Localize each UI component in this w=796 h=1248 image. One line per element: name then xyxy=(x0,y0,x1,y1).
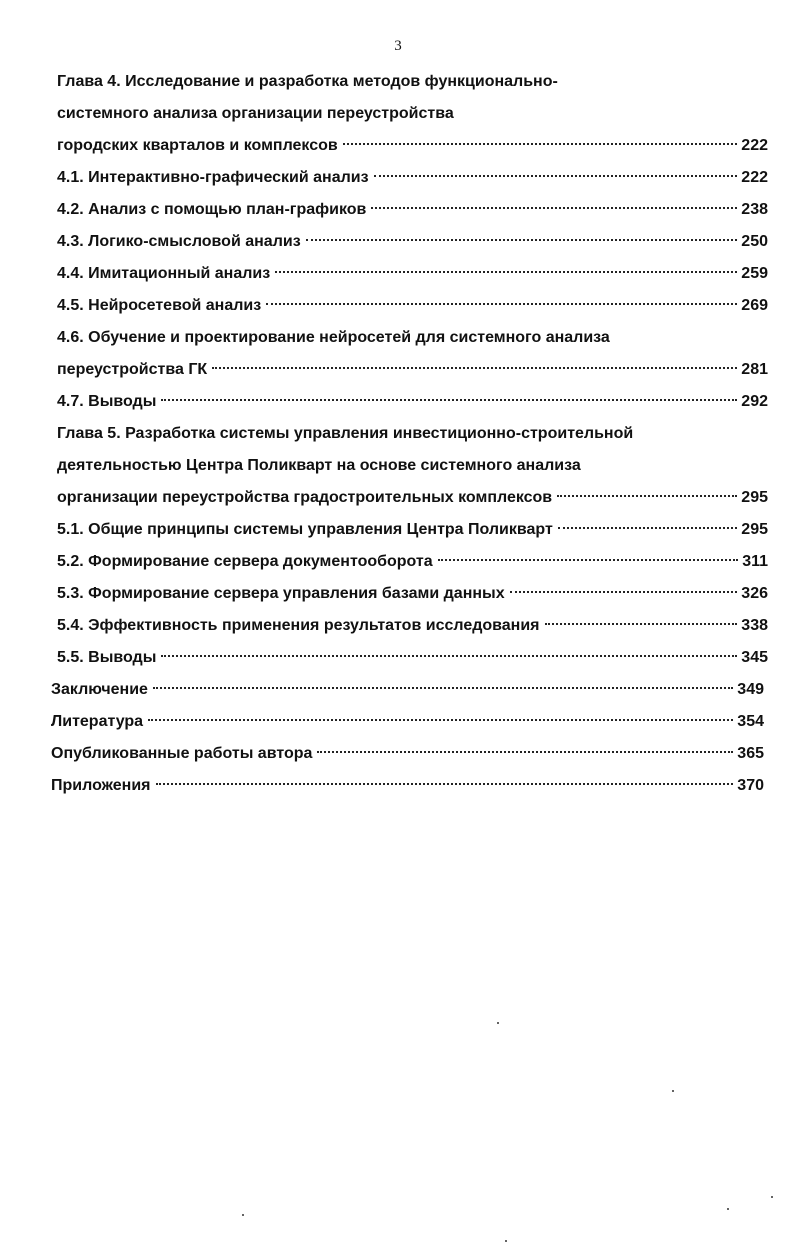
scan-speck xyxy=(242,1214,244,1216)
toc-page-number: 292 xyxy=(741,393,768,410)
toc-page-number: 326 xyxy=(741,585,768,602)
toc-entry-title: 4.3. Логико-смысловой анализ xyxy=(57,233,301,250)
toc-page-number: 338 xyxy=(741,617,768,634)
scan-speck xyxy=(672,1090,674,1092)
toc-dot-leader xyxy=(148,719,733,721)
toc-entry-line xyxy=(57,422,768,446)
toc-entry-line xyxy=(57,614,768,638)
toc-entry-title: 4.2. Анализ с помощью план-графиков xyxy=(57,201,367,218)
toc-dot-leader xyxy=(343,143,738,145)
toc-page-number: 365 xyxy=(737,745,764,762)
toc-entry-title: 5.2. Формирование сервера документооборота xyxy=(57,553,433,570)
toc-entry-title: 5.3. Формирование сервера управления базами данных xyxy=(57,585,505,602)
toc-entry-line xyxy=(57,198,768,222)
toc-dot-leader xyxy=(510,591,738,593)
toc-dot-leader xyxy=(212,367,737,369)
toc-entry-title: Глава 5. Разработка системы управления инвестиционно-строительной xyxy=(57,425,634,442)
toc-entry-line xyxy=(57,518,768,542)
toc-page-number: 259 xyxy=(741,265,768,282)
toc-dot-leader xyxy=(557,495,737,497)
toc-entry-line xyxy=(51,774,764,798)
toc-entry-title: 4.4. Имитационный анализ xyxy=(57,265,271,282)
toc-page-number: 311 xyxy=(742,553,768,570)
toc-page-number: 349 xyxy=(737,681,764,698)
toc-entry-line xyxy=(57,550,768,574)
page-number: 3 xyxy=(394,38,402,54)
toc-entry-line xyxy=(57,166,768,190)
toc-page-number: 238 xyxy=(741,201,768,218)
toc-page-number: 370 xyxy=(737,777,764,794)
scan-speck xyxy=(771,1196,773,1198)
toc-entry-line xyxy=(57,134,768,158)
toc-page-number: 295 xyxy=(741,521,768,538)
toc-entry-title: Глава 4. Исследование и разработка методов функционально- xyxy=(57,73,558,90)
toc-page-number: 354 xyxy=(737,713,764,730)
toc-entry-title: городских кварталов и комплексов xyxy=(57,137,338,154)
toc-entry-line xyxy=(57,102,768,126)
toc-page-number: 222 xyxy=(741,169,768,186)
toc-entry-title: 5.1. Общие принципы системы управления Центра Поликварт xyxy=(57,521,553,538)
toc-dot-leader xyxy=(558,527,737,529)
toc-entry-title: 5.4. Эффективность применения результатов исследования xyxy=(57,617,540,634)
toc-page-number: 250 xyxy=(741,233,768,250)
toc-entry-line xyxy=(51,710,764,734)
toc-entry-line xyxy=(57,326,768,350)
toc-entry-line xyxy=(57,582,768,606)
toc-dot-leader xyxy=(374,175,738,177)
scan-speck xyxy=(505,1240,507,1242)
toc-page-number: 269 xyxy=(741,297,768,314)
toc-entry-line xyxy=(57,262,768,286)
toc-entry-line xyxy=(57,70,768,94)
toc-entry-title: Заключение xyxy=(51,681,148,698)
toc-entry-title: 4.7. Выводы xyxy=(57,393,157,410)
toc-dot-leader xyxy=(438,559,739,561)
toc-entry-title: организации переустройства градостроительных комплексов xyxy=(57,489,553,506)
toc-entry-title: переустройства ГК xyxy=(57,361,208,378)
toc-dot-leader xyxy=(275,271,737,273)
toc-entry-title: 4.5. Нейросетевой анализ xyxy=(57,297,262,314)
toc-entry-title: Приложения xyxy=(51,777,151,794)
scan-speck xyxy=(727,1208,729,1210)
toc-dot-leader xyxy=(317,751,733,753)
toc-entry-line xyxy=(51,742,764,766)
toc-entry-title: Опубликованные работы автора xyxy=(51,745,313,762)
toc-entry-line xyxy=(57,646,768,670)
toc-dot-leader xyxy=(156,783,734,785)
toc-entry-line xyxy=(57,230,768,254)
toc-entry-title: 4.1. Интерактивно-графический анализ xyxy=(57,169,369,186)
toc-entry-line xyxy=(57,454,768,478)
toc-entry-title: системного анализа организации переустройства xyxy=(57,105,454,122)
toc-dot-leader xyxy=(153,687,733,689)
toc-dot-leader xyxy=(266,303,737,305)
toc-page-number: 222 xyxy=(741,137,768,154)
scan-speck xyxy=(497,1022,499,1024)
toc-entry-line xyxy=(57,358,768,382)
toc-entry-line xyxy=(57,486,768,510)
toc-page-number: 281 xyxy=(741,361,768,378)
toc-dot-leader xyxy=(161,655,737,657)
toc-entry-title: Литература xyxy=(51,713,144,730)
toc-dot-leader xyxy=(371,207,737,209)
toc-dot-leader xyxy=(545,623,738,625)
toc-entry-line xyxy=(51,678,764,702)
toc-entry-title: 5.5. Выводы xyxy=(57,649,157,666)
toc-entry-line xyxy=(57,294,768,318)
toc-dot-leader xyxy=(161,399,737,401)
toc-dot-leader xyxy=(306,239,738,241)
toc-page-number: 345 xyxy=(741,649,768,666)
toc-entry-title: 4.6. Обучение и проектирование нейросетей для системного анализа xyxy=(57,329,610,346)
toc-page-number: 295 xyxy=(741,489,768,506)
toc-entry-line xyxy=(57,390,768,414)
toc-entry-title: деятельностью Центра Поликварт на основе системного анализа xyxy=(57,457,581,474)
